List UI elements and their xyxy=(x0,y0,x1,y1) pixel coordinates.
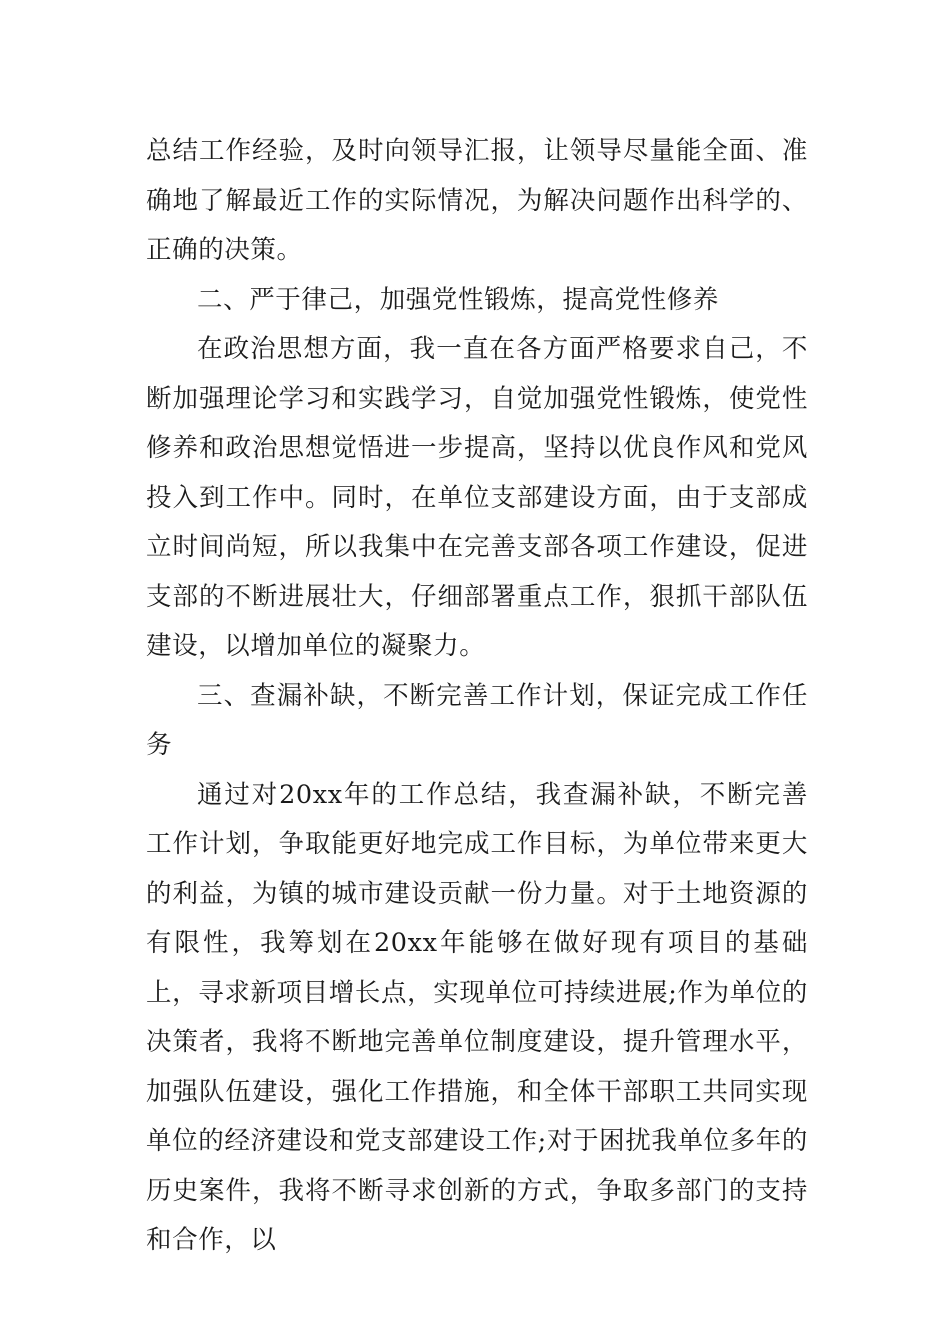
document-body xyxy=(146,127,808,1266)
paragraph-political: 在政治思想方面，我一直在各方面严格要求自己，不断加强理论学习和实践学习，自觉加强党性锻炼，使党性修养和政治思想觉悟进一步提高，坚持以优良作风和党风投入到工作中。同时，在单位支部建设方面，由于支部成立时间尚短，所以我集中在完善支部各项工作建设，促进支部的不断进展壮大，仔细部署重点工作，狠抓干部队伍建设，以增加单位的凝聚力。 xyxy=(146,334,808,661)
paragraph-continuation: 总结工作经验，及时向领导汇报，让领导尽量能全面、准确地了解最近工作的实际情况，为解决问题作出科学的、正确的决策。 xyxy=(146,136,808,265)
section-heading-2: 二、严于律己，加强党性锻炼，提高党性修养 xyxy=(197,284,720,315)
section-heading-3: 三、查漏补缺，不断完善工作计划，保证完成工作任务 xyxy=(146,680,808,760)
paragraph-plan: 通过对20xx年的工作总结，我查漏补缺，不断完善工作计划，争取能更好地完成工作目标，为单位带来更大的利益，为镇的城市建设贡献一份力量。对于土地资源的有限性，我筹划在20xx年能够在做好现有项目的基础上，寻求新项目增长点，实现单位可持续进展;作为单位的决策者，我将不断地完善单位制度建设，提升管理水平，加强队伍建设，强化工作措施，和全体干部职工共同实现单位的经济建设和党支部建设工作;对于困扰我单位多年的历史案件，我将不断寻求创新的方式，争取多部门的支持和合作，以 xyxy=(146,779,808,1255)
